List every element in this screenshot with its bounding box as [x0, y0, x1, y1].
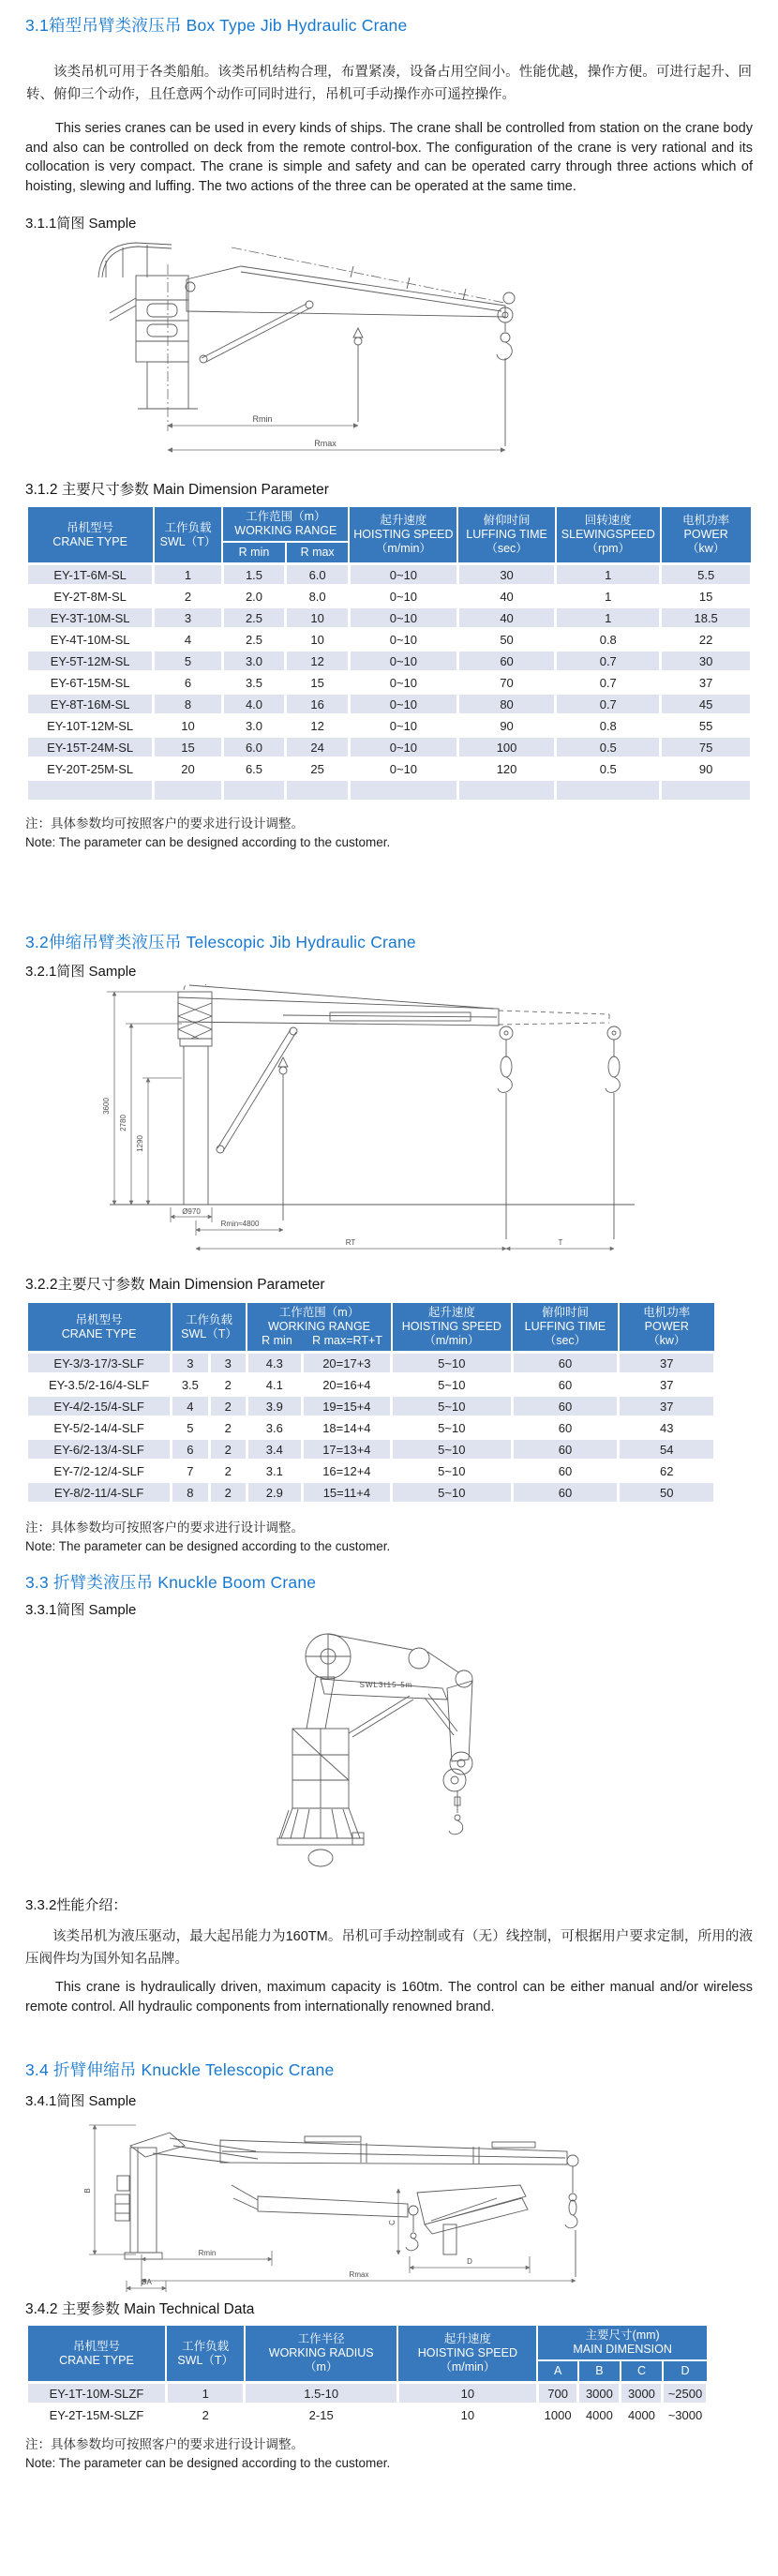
column-header-hoisting-speed: 起升速度 HOISTING SPEED （m/min）: [397, 2325, 537, 2383]
table-cell: 43: [619, 1417, 715, 1439]
table-cell: 37: [619, 1353, 715, 1374]
dim-label-dia-a: ØA: [141, 2278, 152, 2286]
table-cell: [457, 780, 555, 801]
table-cell: 60: [512, 1396, 619, 1417]
dim-label-t: T: [558, 1238, 563, 1247]
table-row: [27, 1417, 715, 1439]
table-cell: 0~10: [349, 715, 457, 737]
table-cell: 2: [209, 1482, 247, 1504]
table-cell: EY-3T-10M-SL: [27, 607, 154, 629]
table-cell: 2: [209, 1417, 247, 1439]
table-cell: 37: [619, 1374, 715, 1396]
table-cell: 5~10: [392, 1460, 512, 1482]
dim-label-rmax: Rmax: [349, 2270, 369, 2279]
table-cell: 12: [286, 651, 350, 672]
table-row: [27, 1374, 715, 1396]
performance-english: This crane is hydraulically driven, maximum capacity is 160tm. The control can be either manual and/or wireless remote control. All hydraulic components from internationally renowned brand.: [25, 1980, 753, 2014]
column-header-hoisting-speed: 起升速度 HOISTING SPEED （m/min）: [392, 1302, 512, 1353]
table-cell: 3.4: [247, 1439, 302, 1460]
table-row: [27, 715, 752, 737]
table-cell: 0~10: [349, 758, 457, 780]
table-cell: 2: [209, 1439, 247, 1460]
table-cell: 2: [209, 1460, 247, 1482]
table-cell: 2-15: [245, 2404, 397, 2426]
sample-heading-3-2-1: 3.2.1简图 Sample: [25, 964, 137, 980]
table-cell: 8: [172, 1482, 209, 1504]
table-row: [27, 1396, 715, 1417]
table-cell: 3.6: [247, 1417, 302, 1439]
table-cell: 55: [661, 715, 752, 737]
knuckle-telescopic-crane-drawing: [80, 2114, 736, 2292]
table-cell: 15=11+4: [302, 1482, 391, 1504]
table-cell: 80: [457, 694, 555, 715]
table-cell: 1000: [537, 2404, 578, 2426]
catalog-page: [0, 13, 778, 2472]
table-cell: 6: [154, 672, 222, 694]
table-cell: 2: [209, 1396, 247, 1417]
table-cell: 5: [154, 651, 222, 672]
table-cell: 60: [457, 651, 555, 672]
table-cell: 4: [172, 1396, 209, 1417]
table-cell: 90: [457, 715, 555, 737]
table-cell: 5~10: [392, 1374, 512, 1396]
table-cell: 3.0: [222, 715, 286, 737]
table-cell: 4.1: [247, 1374, 302, 1396]
table-cell: 10: [397, 2383, 537, 2404]
column-header-luffing-time: 俯仰时间 LUFFING TIME （sec）: [512, 1302, 619, 1353]
table-cell: 8.0: [286, 586, 350, 607]
table-cell: 18=14+4: [302, 1417, 391, 1439]
table-cell: [349, 780, 457, 801]
table-cell: EY-15T-24M-SL: [27, 737, 154, 758]
boom-swl-label: SWL3t15-5m: [359, 1681, 413, 1689]
dim-label-rmin: Rmin: [198, 2249, 217, 2257]
table-cell: 0.8: [556, 629, 661, 651]
table-cell: 0~10: [349, 694, 457, 715]
column-header-working-range: 工作范围（m） WORKING RANGE R min R max=RT+T: [247, 1302, 391, 1353]
table-cell: 30: [457, 564, 555, 586]
dim-label-rt: RT: [345, 1238, 356, 1247]
table-cell: 25: [286, 758, 350, 780]
section-3-1-title: 3.1箱型吊臂类液压吊 Box Type Jib Hydraulic Crane: [25, 16, 408, 35]
table-cell: 700: [537, 2383, 578, 2404]
table-row: [27, 1482, 715, 1504]
table-cell: 3000: [578, 2383, 621, 2404]
column-header-dim-a: A: [537, 2360, 578, 2383]
table-cell: 5~10: [392, 1482, 512, 1504]
table-cell: 5~10: [392, 1396, 512, 1417]
table-cell: 1: [154, 564, 222, 586]
table-cell: 3: [209, 1353, 247, 1374]
knuckle-boom-crane-drawing: [227, 1621, 546, 1872]
table-cell: [27, 780, 154, 801]
table-row: [27, 607, 752, 629]
table-row: [27, 629, 752, 651]
table-cell: 6: [172, 1439, 209, 1460]
table-cell: 0~10: [349, 672, 457, 694]
table-cell: 45: [661, 694, 752, 715]
section-3-1-intro-english: This series cranes can be used in every kinds of ships. The crane shall be controlled from station on the crane body and also can be controlled on deck from the remote control-box. The configuration of the crane is very rational and its collocation is very compact. The crane is simple and safety and can be operated carry through three actions which of hoisting, slewing and luffing. The two actions of the three can be operated at the same time.: [25, 121, 753, 194]
table-cell: 20=16+4: [302, 1374, 391, 1396]
table-cell: 4.3: [247, 1353, 302, 1374]
table-cell: 40: [457, 607, 555, 629]
table-cell: 15: [661, 586, 752, 607]
table-cell: 0.7: [556, 651, 661, 672]
table-cell: EY-3/3-17/3-SLF: [27, 1353, 172, 1374]
dim-label-rmax: Rmax: [314, 439, 337, 448]
table-cell: 5.5: [661, 564, 752, 586]
table-cell: 12: [286, 715, 350, 737]
table-heading-3-4-2: 3.4.2 主要参数 Main Technical Data: [25, 2301, 255, 2317]
table-cell: 50: [619, 1482, 715, 1504]
main-dimension-table-box-jib: [25, 505, 753, 802]
note-english-3: Note: The parameter can be designed according to the customer.: [25, 2456, 391, 2470]
table-cell: 0.5: [556, 737, 661, 758]
performance-heading-3-3-2: 3.3.2性能介绍：: [25, 1897, 127, 1913]
column-header-hoisting-speed: 起升速度 HOISTING SPEED （m/min）: [349, 506, 457, 564]
table-heading-3-2-2: 3.2.2主要尺寸参数 Main Dimension Parameter: [25, 1277, 325, 1293]
table-cell: 90: [661, 758, 752, 780]
table-cell: 54: [619, 1439, 715, 1460]
table-cell: EY-2T-8M-SL: [27, 586, 154, 607]
table-row: [27, 1353, 715, 1374]
column-header-crane-type: 吊机型号 CRANE TYPE: [27, 2325, 167, 2383]
column-header-dim-c: C: [621, 2360, 663, 2383]
table-row: [27, 758, 752, 780]
table-cell: 2: [209, 1374, 247, 1396]
main-technical-data-table: [25, 2324, 709, 2427]
table-row: [27, 2404, 708, 2426]
table-cell: 6.0: [222, 737, 286, 758]
column-header-working-range: 工作范围（m） WORKING RANGE: [222, 506, 349, 542]
table-cell: 4000: [578, 2404, 621, 2426]
table-cell: 5~10: [392, 1353, 512, 1374]
column-header-power: 电机功率 POWER （kw）: [661, 506, 752, 564]
table-cell: 8: [154, 694, 222, 715]
table-cell: 0~10: [349, 607, 457, 629]
table-cell: 60: [512, 1460, 619, 1482]
table-cell: [286, 780, 350, 801]
table-cell: 1.5: [222, 564, 286, 586]
box-jib-crane-drawing: [82, 238, 578, 459]
table-cell: 1.5-10: [245, 2383, 397, 2404]
table-cell: 2.9: [247, 1482, 302, 1504]
column-header-luffing-time: 俯仰时间 LUFFING TIME （sec）: [457, 506, 555, 564]
table-cell: 3: [172, 1353, 209, 1374]
table-row: [27, 1439, 715, 1460]
dim-label-rmin: Rmin: [252, 414, 273, 424]
table-cell: 6.0: [286, 564, 350, 586]
dim-label-3600: 3600: [102, 1098, 111, 1115]
column-header-r-min: R min: [222, 542, 286, 564]
column-header-dim-b: B: [578, 2360, 621, 2383]
table-cell: 0.7: [556, 672, 661, 694]
table-cell: 2: [166, 2404, 245, 2426]
table-cell: EY-4T-10M-SL: [27, 629, 154, 651]
table-cell: 0~10: [349, 651, 457, 672]
column-header-slewing-speed: 回转速度 SLEWINGSPEED （rpm）: [556, 506, 661, 564]
table-cell: 5~10: [392, 1417, 512, 1439]
table-cell: 17=13+4: [302, 1439, 391, 1460]
note-chinese-1: 注：具体参数均可按照客户的要求进行设计调整。: [25, 816, 304, 831]
table-cell: 10: [154, 715, 222, 737]
section-3-4-title: 3.4 折臂伸缩吊 Knuckle Telescopic Crane: [25, 2060, 335, 2079]
column-header-working-radius: 工作半径 WORKING RADIUS （m）: [245, 2325, 397, 2383]
table-cell: 3.9: [247, 1396, 302, 1417]
table-cell: EY-4/2-15/4-SLF: [27, 1396, 172, 1417]
table-cell: [154, 780, 222, 801]
section-3-2-title: 3.2伸缩吊臂类液压吊 Telescopic Jib Hydraulic Crane: [25, 933, 416, 951]
table-cell: 4.0: [222, 694, 286, 715]
table-cell: 10: [286, 629, 350, 651]
column-header-main-dimension: 主要尺寸(mm) MAIN DIMENSION: [537, 2325, 708, 2360]
table-cell: EY-1T-10M-SLZF: [27, 2383, 167, 2404]
table-cell: 2.5: [222, 629, 286, 651]
table-cell: 40: [457, 586, 555, 607]
table-cell: 15: [286, 672, 350, 694]
table-cell: 2.5: [222, 607, 286, 629]
table-cell: 3.0: [222, 651, 286, 672]
column-header-swl: 工作负载 SWL（T）: [154, 506, 222, 564]
column-header-r-max: R max: [286, 542, 350, 564]
main-dimension-table-telescopic: [25, 1301, 716, 1505]
table-cell: 1: [166, 2383, 245, 2404]
table-cell: 3000: [621, 2383, 663, 2404]
table-cell: 1: [556, 586, 661, 607]
table-row: [27, 737, 752, 758]
table-cell: [661, 780, 752, 801]
table-cell: 2.0: [222, 586, 286, 607]
column-header-swl: 工作负载 SWL（T）: [166, 2325, 245, 2383]
note-english-1: Note: The parameter can be designed according to the customer.: [25, 835, 391, 849]
table-cell: 60: [512, 1439, 619, 1460]
section-3-3-title: 3.3 折臂类液压吊 Knuckle Boom Crane: [25, 1573, 317, 1592]
table-row: [27, 564, 752, 586]
table-cell: 3.5: [172, 1374, 209, 1396]
table-cell: 0.8: [556, 715, 661, 737]
table-cell: EY-3.5/2-16/4-SLF: [27, 1374, 172, 1396]
table-cell: 70: [457, 672, 555, 694]
table-cell: 50: [457, 629, 555, 651]
table-cell: [222, 780, 286, 801]
sample-heading-3-3-1: 3.3.1简图 Sample: [25, 1602, 137, 1618]
table-row: [27, 780, 752, 801]
table-row: [27, 694, 752, 715]
table-cell: 0.7: [556, 694, 661, 715]
table-cell: 2: [154, 586, 222, 607]
table-cell: 18.5: [661, 607, 752, 629]
table-cell: 60: [512, 1417, 619, 1439]
table-cell: 16: [286, 694, 350, 715]
table-cell: 100: [457, 737, 555, 758]
table-cell: 62: [619, 1460, 715, 1482]
table-cell: EY-5T-12M-SL: [27, 651, 154, 672]
table-cell: 0~10: [349, 586, 457, 607]
note-chinese-2: 注：具体参数均可按照客户的要求进行设计调整。: [25, 1520, 304, 1535]
table-cell: EY-8T-16M-SL: [27, 694, 154, 715]
table-cell: EY-6T-15M-SL: [27, 672, 154, 694]
sample-heading-3-4-1: 3.4.1简图 Sample: [25, 2093, 137, 2109]
table-cell: 0~10: [349, 629, 457, 651]
table-cell: 3: [154, 607, 222, 629]
column-header-power: 电机功率 POWER （kw）: [619, 1302, 715, 1353]
table-cell: 24: [286, 737, 350, 758]
table-cell: EY-10T-12M-SL: [27, 715, 154, 737]
table-cell: 10: [397, 2404, 537, 2426]
column-header-dim-d: D: [663, 2360, 708, 2383]
table-cell: EY-8/2-11/4-SLF: [27, 1482, 172, 1504]
table-cell: 3.1: [247, 1460, 302, 1482]
table-row: [27, 586, 752, 607]
table-cell: EY-7/2-12/4-SLF: [27, 1460, 172, 1482]
table-cell: 4: [154, 629, 222, 651]
table-cell: 30: [661, 651, 752, 672]
table-cell: 75: [661, 737, 752, 758]
table-cell: EY-5/2-14/4-SLF: [27, 1417, 172, 1439]
table-cell: 120: [457, 758, 555, 780]
table-row: [27, 1460, 715, 1482]
dim-label-rmin-4800: Rmin≈4800: [220, 1220, 260, 1228]
table-cell: 19=15+4: [302, 1396, 391, 1417]
dim-label-c: C: [388, 2220, 396, 2225]
note-chinese-3: 注：具体参数均可按照客户的要求进行设计调整。: [25, 2437, 304, 2451]
dim-label-d: D: [467, 2257, 472, 2266]
dim-label-2780: 2780: [119, 1115, 127, 1131]
telescopic-jib-crane-drawing: [96, 984, 658, 1258]
table-cell: 60: [512, 1374, 619, 1396]
table-cell: 60: [512, 1482, 619, 1504]
table-cell: EY-2T-15M-SLZF: [27, 2404, 167, 2426]
table-cell: 20=17+3: [302, 1353, 391, 1374]
table-cell: 6.5: [222, 758, 286, 780]
table-heading-3-1-2: 3.1.2 主要尺寸参数 Main Dimension Parameter: [25, 482, 329, 498]
performance-chinese: 该类吊机为液压驱动，最大起吊能力为160TM。吊机可手动控制或有（无）线控制，可根据用户要求定制，所用的液压阀件均为国外知名品牌。: [25, 1929, 753, 1967]
note-english-2: Note: The parameter can be designed according to the customer.: [25, 1539, 391, 1553]
sample-heading-3-1-1: 3.1.1简图 Sample: [25, 216, 137, 232]
table-row: [27, 672, 752, 694]
table-cell: 15: [154, 737, 222, 758]
table-cell: 20: [154, 758, 222, 780]
table-cell: 0~10: [349, 737, 457, 758]
table-cell: 5: [172, 1417, 209, 1439]
column-header-crane-type: 吊机型号 CRANE TYPE: [27, 506, 154, 564]
table-cell: 22: [661, 629, 752, 651]
table-cell: ~3000: [663, 2404, 708, 2426]
table-cell: EY-1T-6M-SL: [27, 564, 154, 586]
table-cell: 60: [512, 1353, 619, 1374]
column-header-crane-type: 吊机型号 CRANE TYPE: [27, 1302, 172, 1353]
dim-label-b: B: [83, 2188, 92, 2194]
dim-label-1290: 1290: [136, 1135, 144, 1152]
table-cell: 16=12+4: [302, 1460, 391, 1482]
table-cell: 1: [556, 564, 661, 586]
table-cell: EY-20T-25M-SL: [27, 758, 154, 780]
table-cell: 10: [286, 607, 350, 629]
table-cell: 0.5: [556, 758, 661, 780]
table-cell: [556, 780, 661, 801]
section-3-1-intro-chinese: 该类吊机可用于各类船舶。该类吊机结构合理，布置紧凑，设备占用空间小。性能优越，操作方便。可进行起升、回转、俯仰三个动作，且任意两个动作可同时进行，吊机可手动操作亦可遥控操作。: [26, 65, 752, 102]
table-cell: 0~10: [349, 564, 457, 586]
table-cell: 5~10: [392, 1439, 512, 1460]
table-cell: EY-6/2-13/4-SLF: [27, 1439, 172, 1460]
table-cell: 1: [556, 607, 661, 629]
table-cell: 37: [661, 672, 752, 694]
dim-label-dia970: Ø970: [182, 1207, 201, 1216]
table-row: [27, 651, 752, 672]
table-cell: 7: [172, 1460, 209, 1482]
table-cell: 3.5: [222, 672, 286, 694]
column-header-swl: 工作负载 SWL（T）: [172, 1302, 247, 1353]
table-cell: 37: [619, 1396, 715, 1417]
table-cell: 4000: [621, 2404, 663, 2426]
table-cell: ~2500: [663, 2383, 708, 2404]
table-row: [27, 2383, 708, 2404]
